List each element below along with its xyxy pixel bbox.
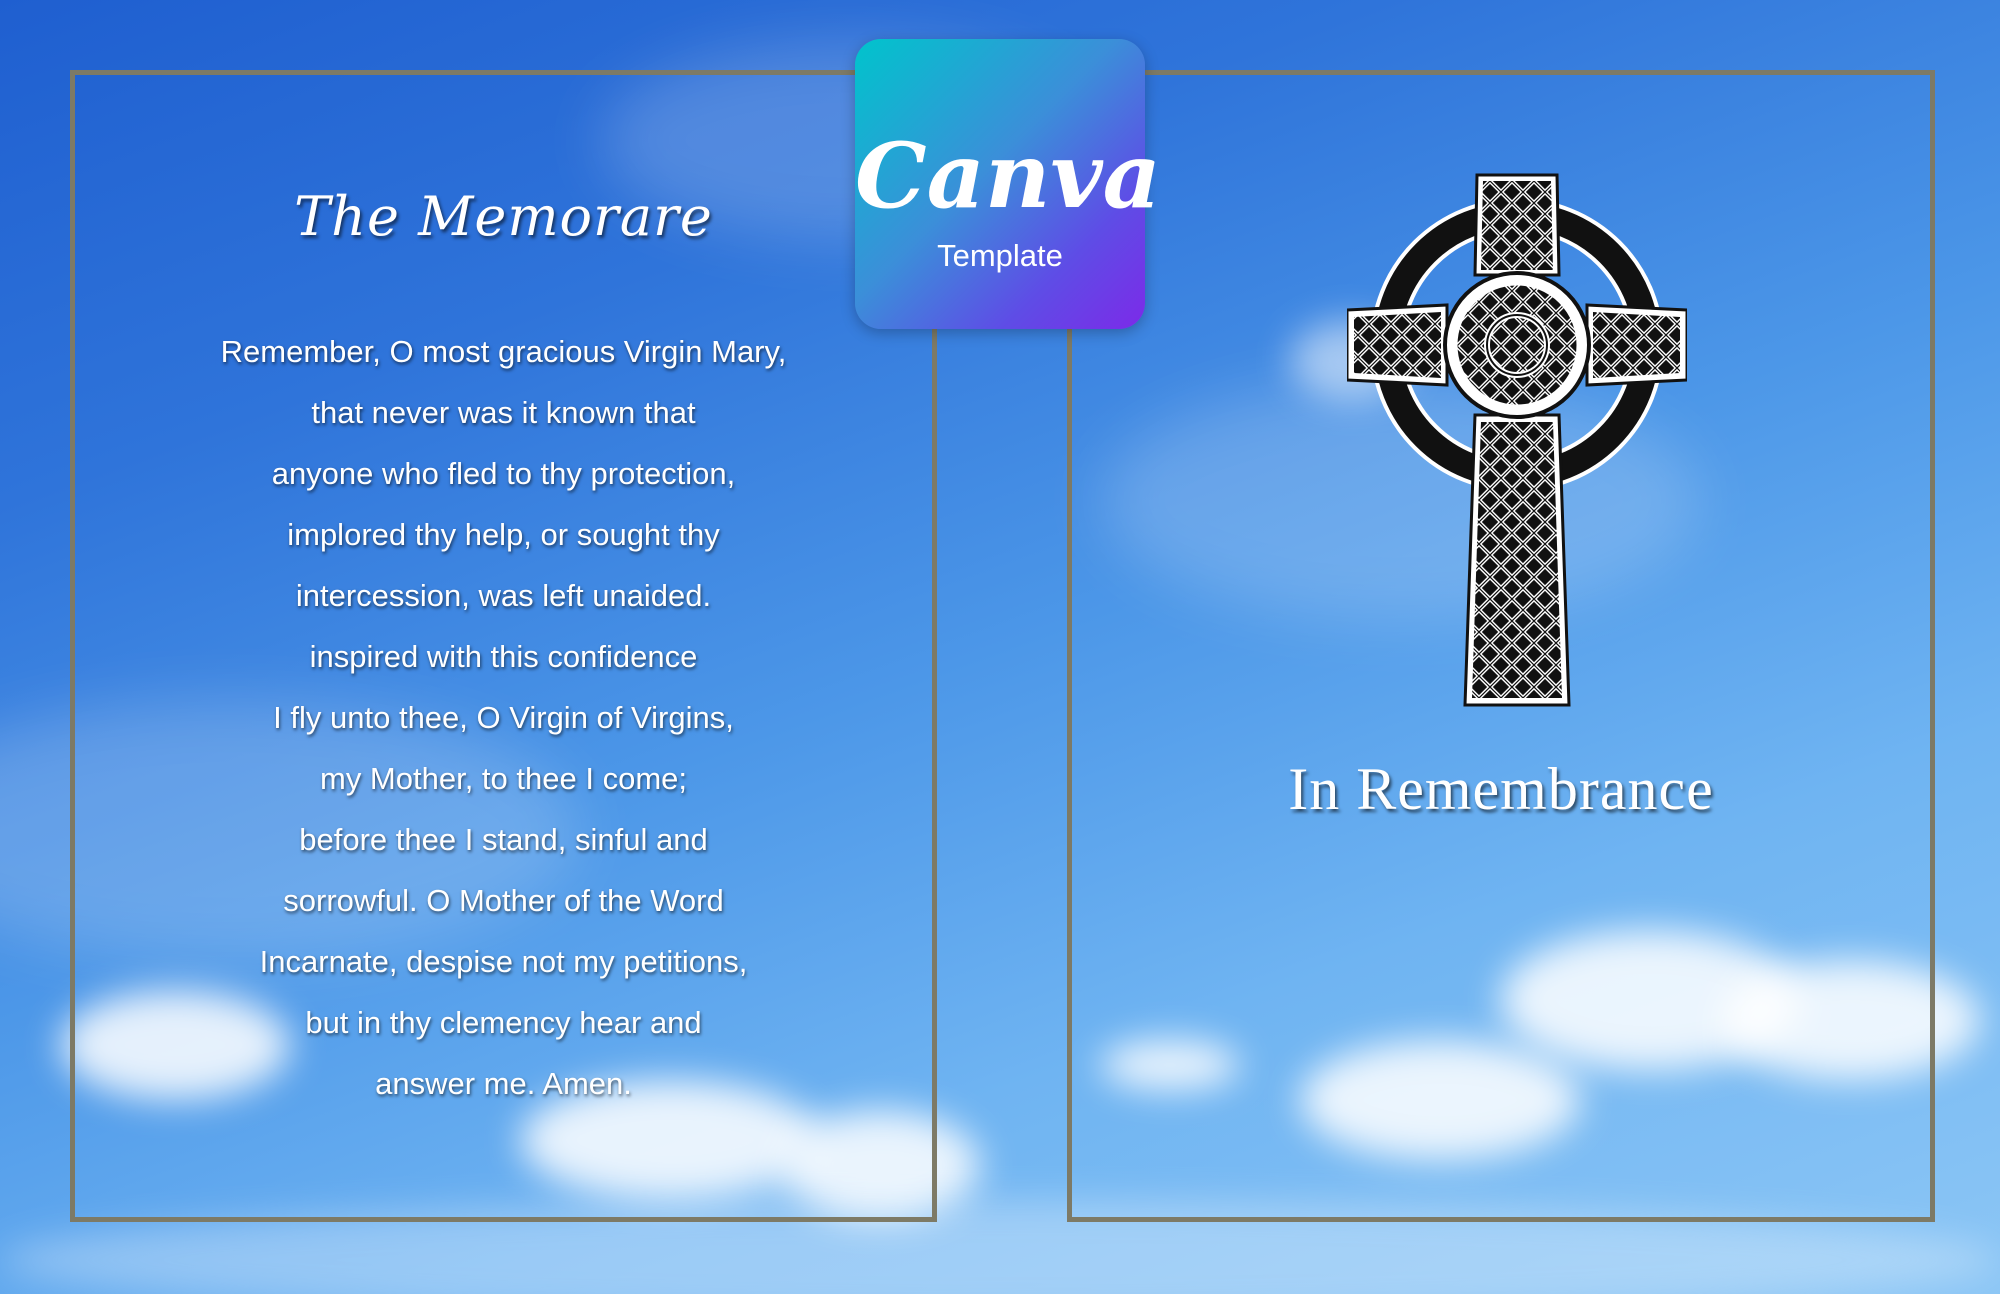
prayer-line: that never was it known that — [311, 395, 696, 430]
prayer-line: my Mother, to thee I come; — [320, 761, 687, 796]
prayer-line: answer me. Amen. — [375, 1066, 632, 1101]
memorare-title: The Memorare — [294, 185, 713, 248]
prayer-line: implored thy help, or sought thy — [287, 517, 720, 552]
prayer-line: before thee I stand, sinful and — [299, 822, 708, 857]
remembrance-title: In Remembrance — [1288, 756, 1714, 822]
prayer-line: sorrowful. O Mother of the Word — [283, 883, 724, 918]
remembrance-panel — [1067, 70, 1935, 1222]
celtic-cross-icon — [1347, 170, 1687, 710]
prayer-line: but in thy clemency hear and — [305, 1005, 702, 1040]
memorare-panel — [70, 70, 937, 1222]
prayer-line: Incarnate, despise not my petitions, — [259, 944, 748, 979]
template-label: Template — [937, 238, 1063, 273]
prayer-line: anyone who fled to thy protection, — [271, 456, 736, 491]
canva-logo: Canva — [855, 123, 1161, 229]
prayer-line: I fly unto thee, O Virgin of Virgins, — [273, 700, 734, 735]
memorare-prayer — [75, 321, 932, 1114]
prayer-line: inspired with this confidence — [309, 639, 698, 674]
prayer-line: intercession, was left unaided. — [295, 578, 712, 613]
prayer-line: Remember, O most gracious Virgin Mary, — [220, 334, 787, 369]
canva-template-badge — [855, 39, 1161, 329]
